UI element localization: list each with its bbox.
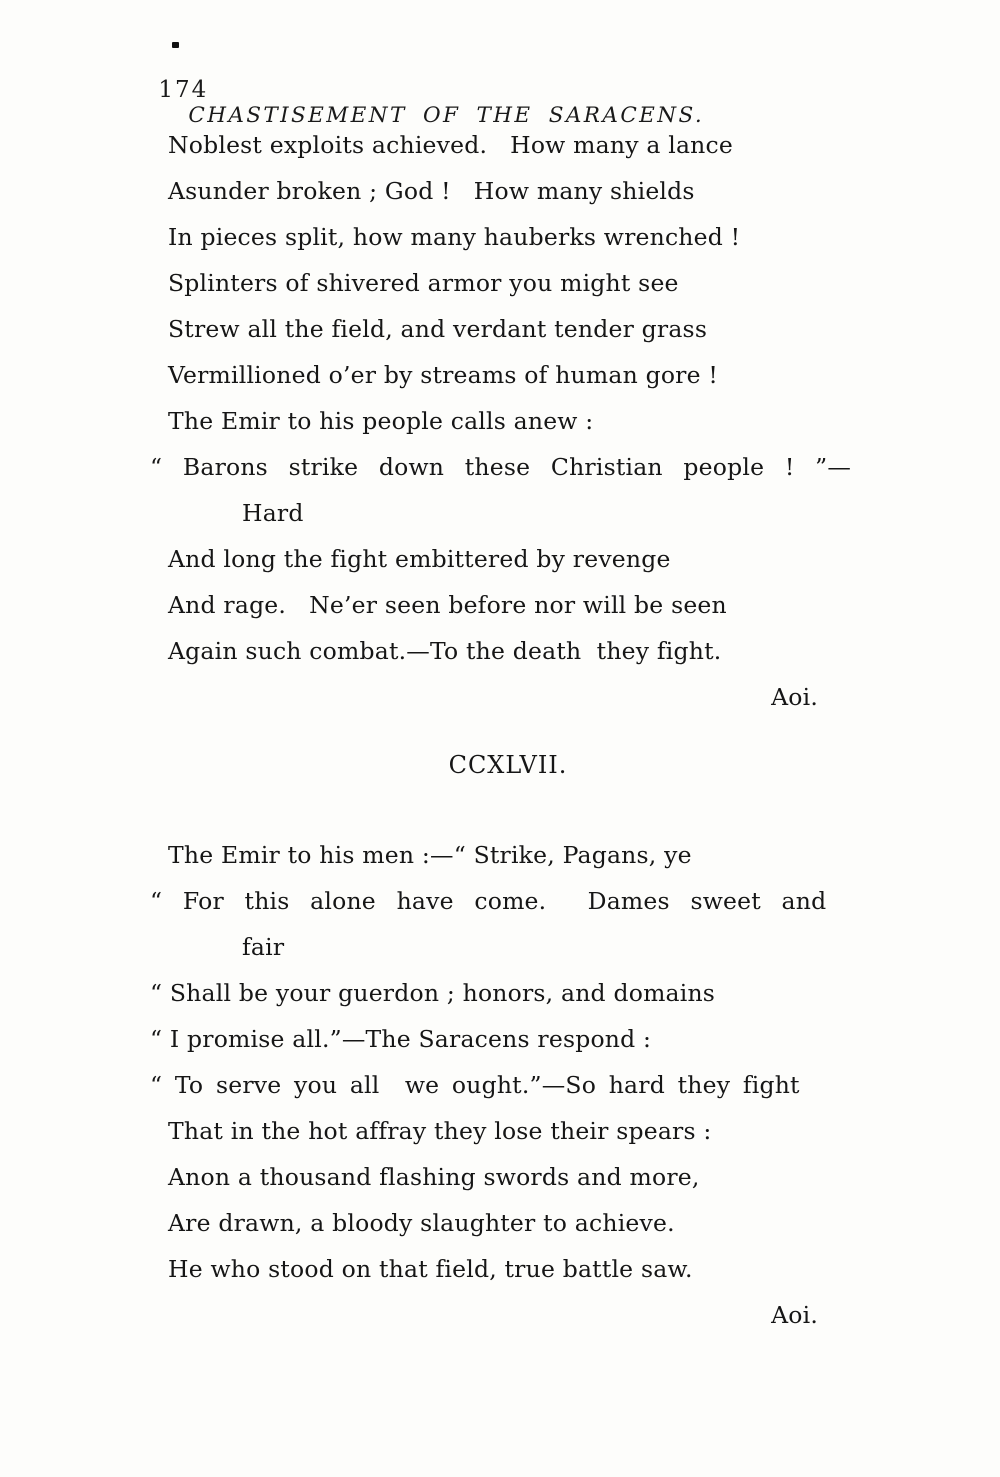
page-number: 174 — [158, 77, 209, 103]
poem-line: Vermillioned o’er by streams of human gore ! — [168, 361, 719, 389]
ink-spot-artifact — [172, 42, 179, 48]
poem-line: Again such combat.—To the death they fight. — [168, 637, 722, 665]
poem-line: Asunder broken ; God ! How many shields — [168, 177, 695, 205]
poem-line: He who stood on that field, true battle saw. — [168, 1255, 693, 1283]
poem-line: Anon a thousand flashing swords and more, — [168, 1163, 700, 1191]
poem-line-continuation: Hard — [242, 499, 304, 527]
poem-line: “ Shall be your guerdon ; honors, and domains — [150, 979, 716, 1007]
poem-line: The Emir to his people calls anew : — [168, 407, 594, 435]
section-heading: CCXLVII. — [448, 751, 568, 779]
poem-line: “ For this alone have come. Dames sweet and — [150, 887, 827, 915]
poem-line: “ Barons strike down these Christian people ! ”— — [150, 453, 852, 481]
poem-line: That in the hot affray they lose their spears : — [168, 1117, 712, 1145]
poem-line: And long the fight embittered by revenge — [168, 545, 671, 573]
poem-line: The Emir to his men :—“ Strike, Pagans, ye — [168, 841, 692, 869]
poem-line: Splinters of shivered armor you might see — [168, 269, 679, 297]
stanza-refrain: Aoi. — [771, 1301, 818, 1329]
poem-line-continuation: fair — [242, 933, 285, 961]
poem-line: “ To serve you all we ought.”—So hard they fight — [150, 1071, 800, 1099]
poem-line: Strew all the field, and verdant tender grass — [168, 315, 708, 343]
stanza-refrain: Aoi. — [771, 683, 818, 711]
poem-line: Noblest exploits achieved. How many a lance — [168, 131, 733, 159]
poem-line: “ I promise all.”—The Saracens respond : — [150, 1025, 652, 1053]
poem-line: And rage. Ne’er seen before nor will be seen — [168, 591, 727, 619]
running-title: CHASTISEMENT OF THE SARACENS. — [188, 103, 705, 128]
poem-body — [150, 122, 866, 1338]
poem-line: Are drawn, a bloody slaughter to achieve. — [168, 1209, 675, 1237]
poem-line: In pieces split, how many hauberks wrenched ! — [168, 223, 741, 251]
